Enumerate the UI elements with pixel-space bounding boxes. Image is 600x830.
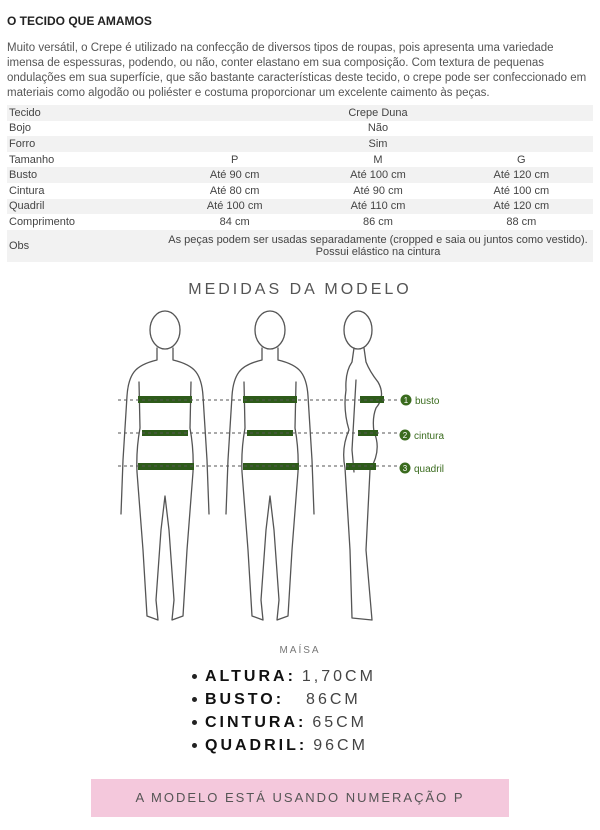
marker-label: quadril (414, 464, 445, 475)
table-row (7, 214, 593, 230)
cell-m: Até 100 cm (306, 167, 449, 183)
cell-g: Até 120 cm (450, 199, 593, 215)
marker-number: 2 (402, 431, 408, 440)
row-value: Crepe Duna (163, 105, 593, 121)
stat-value: 1,70CM (301, 668, 376, 685)
model-name: MAÍSA (279, 645, 321, 656)
row-label: Obs (7, 230, 163, 262)
cell-m: 86 cm (363, 215, 393, 228)
row-label: Comprimento (9, 215, 76, 228)
bullet-icon (192, 720, 197, 725)
stat-value: 65CM (312, 714, 368, 731)
figure-title: MEDIDAS DA MODELO (188, 281, 412, 298)
cell-g: Até 100 cm (493, 184, 550, 197)
stat-label: QUADRIL: (205, 737, 308, 754)
cell-g: Até 120 cm (450, 167, 593, 183)
size-m: M (373, 153, 383, 166)
size-banner (91, 779, 509, 817)
table-row (7, 105, 593, 121)
stat-cintura (192, 711, 376, 734)
guide-lines (118, 400, 398, 466)
row-label: Quadril (7, 199, 163, 215)
table-row (7, 230, 593, 262)
size-p: P (230, 153, 239, 166)
cell-p: Até 90 cm (163, 167, 306, 183)
stat-value: 96CM (313, 737, 368, 754)
model-measurements (192, 665, 376, 757)
row-label: Busto (7, 167, 163, 183)
spec-table (7, 105, 593, 262)
cell-m: Até 110 cm (306, 199, 449, 215)
size-g: G (517, 153, 526, 166)
cell-m: Até 90 cm (353, 184, 403, 197)
intro-paragraph: Muito versátil, o Crepe é utilizado na confecção de diversos tipos de roupas, pois apresenta uma variedade imensa de espessuras, podendo, ou não, conter elastano em sua composição. Com textura de pequenas ondulações em sua superfície, que são bastante características deste tecido, o crepe pode ser confeccionado em materiais como algodão ou poliéster e costuma proporcionar um excelente caimento às peças. (7, 42, 587, 99)
row-label: Tecido (7, 105, 163, 121)
row-label: Bojo (9, 122, 32, 135)
stat-label: CINTURA: (205, 714, 307, 731)
row-value: Não (367, 122, 389, 135)
table-row (7, 136, 593, 152)
body-measurement-figure (0, 300, 600, 640)
row-value: Sim (163, 136, 593, 152)
banner-text: A MODELO ESTÁ USANDO NUMERAÇÃO P (135, 790, 465, 805)
stat-value: 86CM (306, 691, 361, 708)
row-label: Forro (7, 136, 163, 152)
cell-g: 88 cm (506, 215, 537, 228)
stat-label: BUSTO: (205, 691, 285, 708)
row-label: Tamanho (9, 153, 55, 166)
marker-label: busto (415, 396, 440, 407)
stat-busto (192, 688, 376, 711)
marker-number: 1 (403, 396, 409, 405)
marker-busto (401, 395, 440, 408)
marker-label: cintura (414, 431, 445, 442)
table-row (7, 121, 593, 137)
bullet-icon (192, 674, 197, 679)
marker-number: 3 (402, 464, 408, 473)
section-title: O TECIDO QUE AMAMOS (7, 14, 152, 28)
cell-p: 84 cm (219, 215, 250, 228)
stat-label: ALTURA: (205, 668, 296, 685)
cell-p: Até 100 cm (163, 199, 306, 215)
marker-quadril (400, 463, 445, 476)
cell-p: Até 80 cm (209, 184, 260, 197)
table-row (7, 152, 593, 168)
bullet-icon (192, 697, 197, 702)
table-row (7, 199, 593, 215)
marker-cintura (400, 430, 445, 443)
row-value: As peças podem ser usadas separadamente (cropped e saia ou juntos como vestido). Possui elástico na cintura (163, 230, 593, 262)
stat-quadril (192, 734, 376, 757)
stat-altura (192, 665, 376, 688)
table-row (7, 183, 593, 199)
row-label: Cintura (9, 184, 45, 197)
bullet-icon (192, 743, 197, 748)
table-row (7, 167, 593, 183)
